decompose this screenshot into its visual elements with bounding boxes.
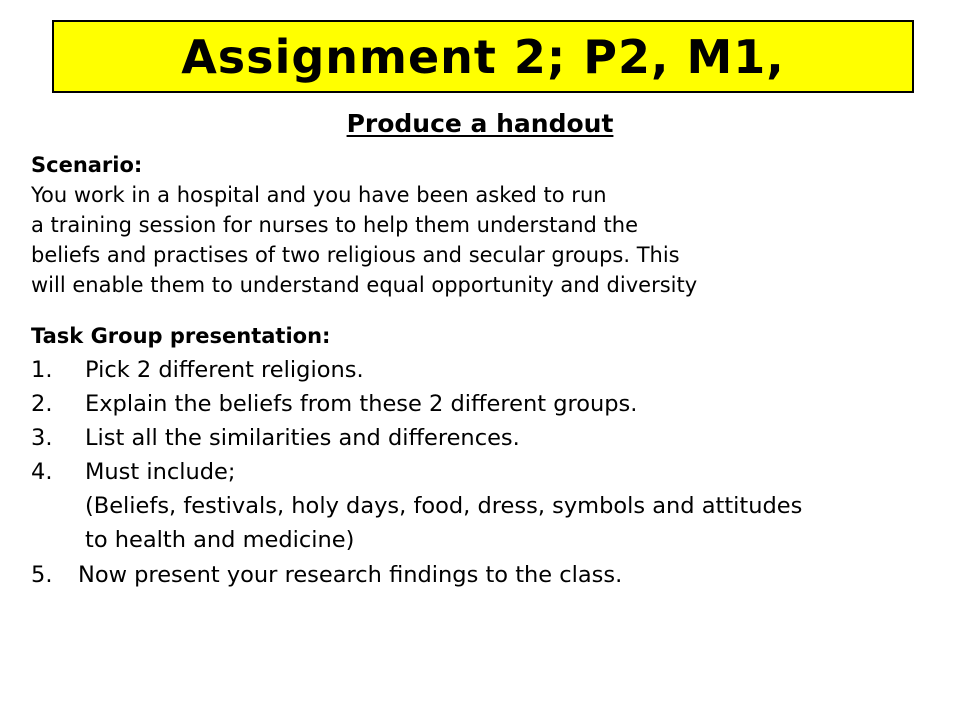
- subtitle: Produce a handout: [346, 109, 614, 138]
- list-item-text: Must include;: [85, 459, 236, 485]
- list-item-continuation: to health and medicine): [85, 527, 355, 553]
- list-item-text: Explain the beliefs from these 2 different groups.: [85, 391, 638, 417]
- list-item-text: List all the similarities and differences.: [85, 425, 520, 451]
- task-list: [31, 353, 936, 593]
- list-item: [31, 387, 936, 421]
- list-item-number: 1.: [31, 357, 53, 383]
- task-label: Task Group presentation:: [31, 324, 331, 348]
- slide-title: Assignment 2; P2, M1,: [181, 29, 785, 84]
- list-item-continuation: (Beliefs, festivals, holy days, food, dress, symbols and attitudes: [85, 493, 803, 519]
- list-item-number: 3.: [31, 425, 53, 451]
- scenario-line: will enable them to understand equal opportunity and diversity: [31, 273, 698, 297]
- list-item-text: Now present your research findings to the class.: [78, 562, 623, 588]
- list-item: [31, 421, 936, 455]
- slide-body: [31, 150, 936, 593]
- scenario-line: You work in a hospital and you have been asked to run: [31, 183, 607, 207]
- scenario-line: beliefs and practises of two religious and secular groups. This: [31, 243, 680, 267]
- scenario-label: Scenario:: [31, 153, 143, 177]
- scenario-line: a training session for nurses to help them understand the: [31, 213, 639, 237]
- list-item-text: Pick 2 different religions.: [85, 357, 364, 383]
- list-item: [31, 455, 936, 489]
- list-item-final: [31, 557, 936, 593]
- list-item: [31, 353, 936, 387]
- title-banner: [52, 20, 914, 93]
- list-item-number: 5.: [31, 562, 53, 588]
- list-item-number: 2.: [31, 391, 53, 417]
- list-item-number: 4.: [31, 459, 53, 485]
